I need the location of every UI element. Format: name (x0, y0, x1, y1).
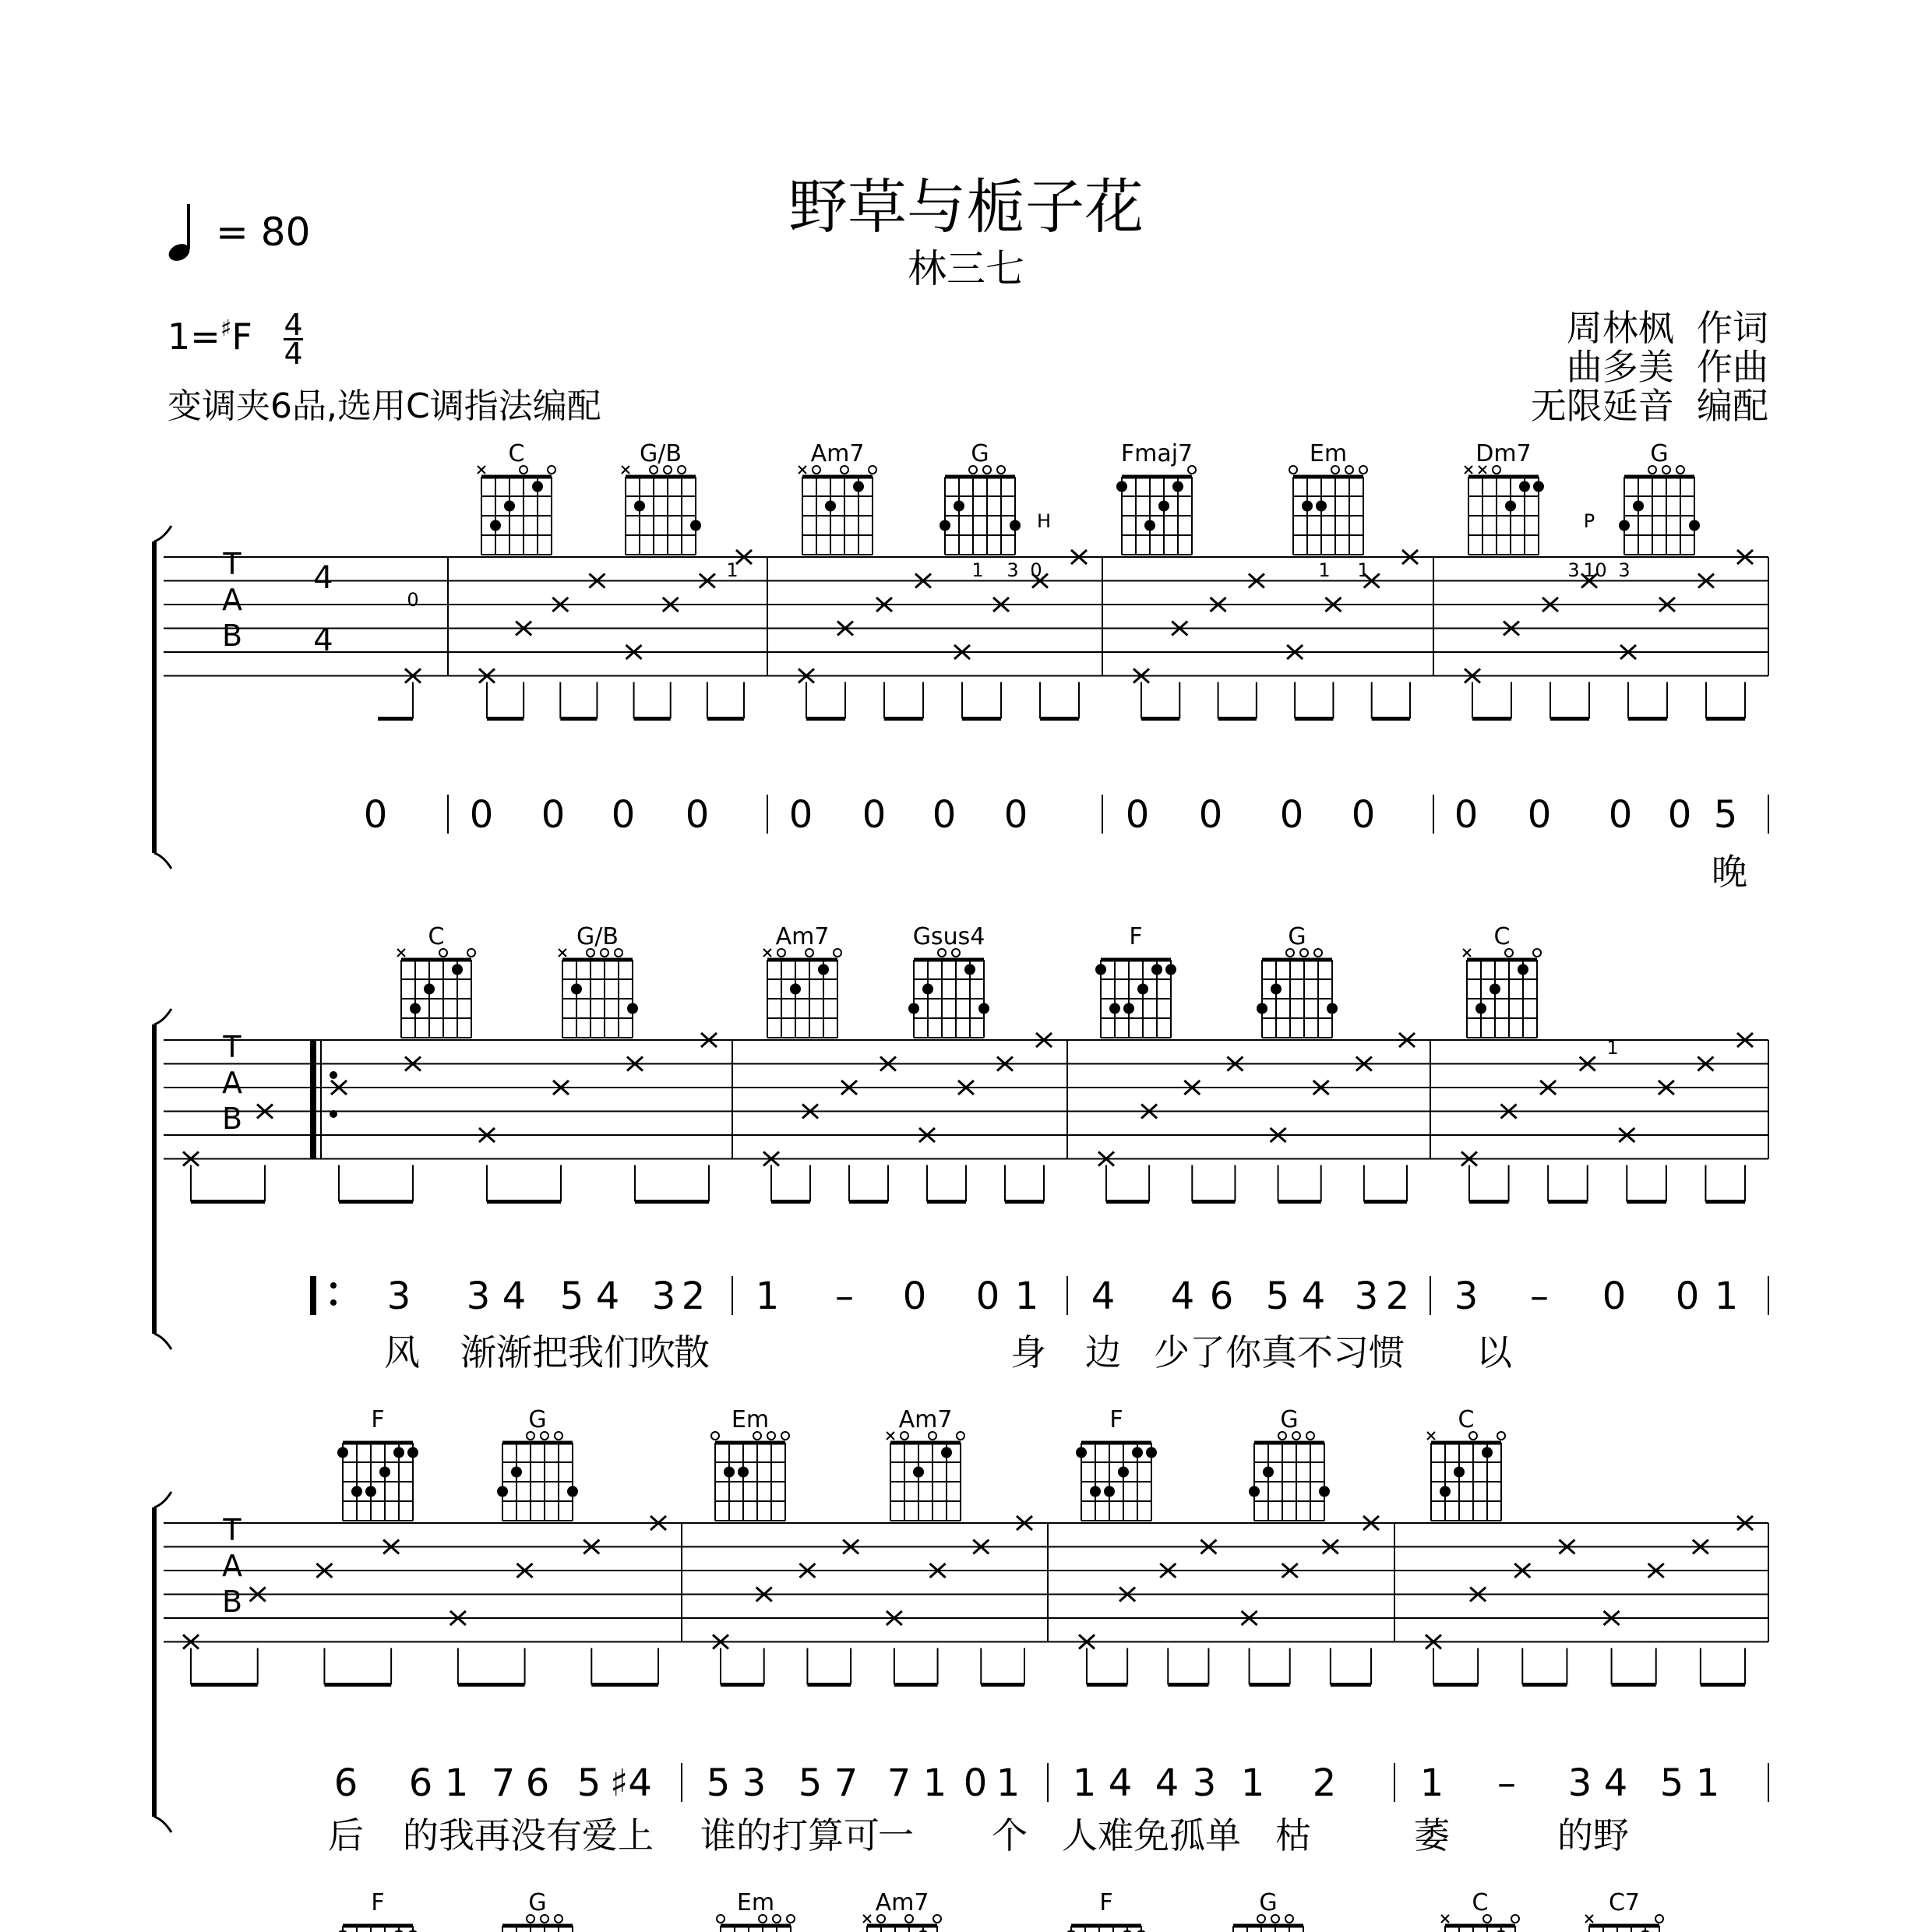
chord-finger-dot (1257, 1003, 1267, 1014)
numbered-note: – (1497, 1761, 1516, 1805)
tab-fret-number: H (1036, 510, 1052, 532)
numbered-note: 0 (963, 1761, 988, 1805)
tab-fret-number: 1 (971, 559, 984, 581)
open-string-mark (1511, 1915, 1519, 1923)
arranger-credit: 无限延音 编配 (1530, 385, 1768, 427)
chord-name: Gsus4 (912, 923, 985, 950)
lyric-char: 可 (844, 1814, 880, 1856)
numbered-note: – (1530, 1274, 1549, 1318)
chord-finger-dot (940, 520, 950, 531)
tab-clef-letter: B (221, 619, 243, 653)
chord-name: C (1493, 923, 1511, 950)
chord-name: Am7 (810, 440, 865, 467)
lyric-char: 的 (403, 1814, 439, 1856)
chord-finger-dot (365, 1486, 376, 1497)
chord-name: C (508, 440, 525, 467)
chord-finger-dot (1165, 964, 1176, 975)
chord-finger-dot (1104, 1486, 1115, 1497)
chord-finger-dot (941, 1447, 952, 1458)
numbered-note: 0 (1608, 793, 1633, 837)
tab-fret-number: 0 (1595, 559, 1607, 581)
chord-finger-dot (1151, 964, 1162, 975)
lyric-char: 枯 (1275, 1814, 1311, 1856)
chord-finger-dot (1482, 1447, 1493, 1458)
numbered-note: 3 (386, 1274, 411, 1318)
chord-finger-dot (1475, 1003, 1486, 1014)
lyric-char: 晚 (1712, 851, 1747, 893)
tab-clef-letter: A (222, 583, 242, 617)
bracket-curl-top (154, 1009, 171, 1024)
chord-finger-dot (1090, 1486, 1101, 1497)
tab-fret-number: 3 (1567, 559, 1580, 581)
chord-finger-dot (1519, 481, 1530, 492)
open-string-mark (717, 1915, 724, 1923)
numbered-note: 4 (1170, 1274, 1195, 1318)
numbered-note: 6 (333, 1761, 358, 1805)
repeat-dot (330, 1071, 337, 1079)
chord-finger-dot (567, 1486, 578, 1497)
tab-fret-number: 1 (1606, 1037, 1619, 1059)
chord-finger-dot (1689, 520, 1700, 531)
chord-name: G/B (576, 923, 619, 950)
key-prefix: 1= (167, 316, 220, 358)
tab-fret-number: 1 (726, 559, 739, 581)
chord-finger-dot (1144, 520, 1155, 531)
numbered-repeat-dot (330, 1282, 337, 1289)
numbered-note: 3 (742, 1761, 767, 1805)
chord-finger-dot (490, 520, 501, 531)
bracket-curl-bottom (154, 1817, 171, 1832)
chord-finger-dot (1172, 481, 1183, 492)
numbered-note: 1 (1695, 1761, 1720, 1805)
chord-name: F (1129, 923, 1143, 950)
lyric-char: 们 (604, 1331, 640, 1373)
tab-time-top: 4 (313, 560, 333, 596)
chord-finger-dot (1249, 1486, 1260, 1497)
chord-finger-dot (1118, 1467, 1129, 1478)
lyric-char: 的 (1557, 1814, 1593, 1856)
chord-name: F (1099, 1889, 1113, 1916)
numbered-repeat-dot (330, 1299, 337, 1306)
numbered-note: 3 (466, 1274, 491, 1318)
chord-finger-dot (532, 481, 543, 492)
chord-name: C7 (1608, 1889, 1641, 1916)
lyric-char: 习 (1333, 1331, 1369, 1373)
chord-finger-dot (964, 964, 975, 975)
numbered-note: ♯4 (610, 1761, 652, 1805)
chord-finger-dot (634, 501, 645, 512)
numbered-note: 7 (887, 1761, 911, 1805)
numbered-note: 3 (1567, 1761, 1592, 1805)
numbered-note: 3 (1354, 1274, 1379, 1318)
tab-clef-letter: A (222, 1549, 242, 1583)
lyric-char: 上 (618, 1814, 654, 1856)
tab-clef-letter: B (221, 1102, 243, 1136)
tab-fret-number: P (1583, 510, 1595, 532)
key-accidental: ♯ (220, 315, 232, 343)
numbered-note: 0 (1602, 1274, 1627, 1318)
tab-fret-number: 1 (1357, 559, 1370, 581)
open-string-mark (1497, 1432, 1505, 1440)
open-string-mark (1285, 1915, 1293, 1923)
chord-name: G (971, 440, 989, 467)
time-signature-top: 4 (284, 308, 303, 342)
chord-finger-dot (1619, 520, 1630, 531)
lyric-char: 风 (384, 1331, 420, 1373)
lyric-char: 不 (1297, 1331, 1333, 1373)
capo-note: 变调夹6品,选用C调指法编配 (167, 386, 601, 426)
chord-finger-dot (1146, 1447, 1157, 1458)
chord-name: Em (731, 1406, 770, 1433)
chord-finger-dot (913, 1467, 924, 1478)
numbered-note: 1 (755, 1274, 780, 1318)
chord-finger-dot (978, 1003, 989, 1014)
numbered-note: 0 (932, 793, 957, 837)
lyric-char: 后 (328, 1814, 364, 1856)
numbered-note: 4 (1108, 1761, 1133, 1805)
chord-finger-dot (1271, 984, 1282, 995)
chord-name: Em (1309, 440, 1348, 467)
chord-name: Fmaj7 (1120, 440, 1193, 467)
chord-finger-dot (954, 501, 964, 512)
open-string-mark (767, 1432, 775, 1440)
lyric-char: 吹 (640, 1331, 675, 1373)
lyric-char: 孤 (1169, 1814, 1205, 1856)
numbered-note: 3 (651, 1274, 676, 1318)
open-string-mark (555, 1432, 562, 1440)
lyricist-credit: 周林枫 作词 (1566, 307, 1768, 349)
tab-fret-number: 3 (1007, 559, 1019, 581)
chord-finger-dot (1490, 984, 1500, 995)
open-string-mark (787, 1915, 795, 1923)
open-string-mark (781, 1432, 789, 1440)
chord-finger-dot (1316, 501, 1327, 512)
numbered-note: 4 (1603, 1761, 1628, 1805)
chord-name: Am7 (775, 923, 830, 950)
chord-finger-dot (1440, 1486, 1451, 1497)
lyric-char: 真 (1261, 1331, 1297, 1373)
lyric-char: 我 (568, 1331, 604, 1373)
open-string-mark (1289, 466, 1297, 474)
chord-finger-dot (1010, 520, 1021, 531)
chord-name: G (528, 1406, 547, 1433)
numbered-note: 7 (834, 1761, 858, 1805)
lyric-char: 再 (474, 1814, 510, 1856)
tab-clef-letter: T (223, 547, 242, 581)
open-string-mark (773, 1915, 781, 1923)
numbered-note: 3 (1192, 1761, 1217, 1805)
chord-name: C (1458, 1406, 1475, 1433)
chord-name: Am7 (875, 1889, 929, 1916)
lyric-char: 有 (546, 1814, 582, 1856)
chord-finger-dot (908, 1003, 919, 1014)
open-string-mark (711, 1432, 719, 1440)
chord-name: G (1650, 440, 1669, 467)
numbered-note: 0 (788, 793, 813, 837)
chord-finger-dot (1076, 1447, 1087, 1458)
chord-name: G (1288, 923, 1306, 950)
chord-name: C (428, 923, 445, 950)
numbered-note: 0 (469, 793, 494, 837)
key-note: F (231, 316, 252, 358)
lyric-char: 我 (439, 1814, 474, 1856)
numbered-note: 1 (1072, 1761, 1097, 1805)
chord-finger-dot (825, 501, 836, 512)
tab-fret-number: 3 (1618, 559, 1631, 581)
lyric-char: 少 (1154, 1331, 1190, 1373)
numbered-note: 4 (1091, 1274, 1116, 1318)
open-string-mark (834, 949, 841, 957)
numbered-note: 1 (444, 1761, 469, 1805)
lyric-char: 了 (1190, 1331, 1225, 1373)
open-string-mark (933, 1915, 941, 1923)
numbered-note: 4 (595, 1274, 620, 1318)
numbered-note: 1 (1714, 1274, 1739, 1318)
bracket-curl-top (154, 1492, 171, 1507)
tab-fret-number: 1 (1583, 559, 1595, 581)
lyric-char: 野 (1593, 1814, 1629, 1856)
lyric-char: 边 (1085, 1331, 1121, 1373)
tab-time-bottom: 4 (313, 622, 333, 658)
chord-finger-dot (738, 1467, 749, 1478)
tab-clef-letter: T (223, 1513, 242, 1547)
numbered-note: 0 (1667, 793, 1692, 837)
chord-name: G (1259, 1889, 1278, 1916)
chord-finger-dot (1327, 1003, 1338, 1014)
open-string-mark (1359, 466, 1367, 474)
chord-finger-dot (1533, 481, 1544, 492)
chord-name: G (528, 1889, 547, 1916)
chord-finger-dot (1518, 964, 1528, 975)
numbered-note: 0 (363, 793, 388, 837)
lyric-char: 人 (1062, 1814, 1098, 1856)
chord-finger-dot (337, 1447, 348, 1458)
numbered-note: 5 (1265, 1274, 1290, 1318)
numbered-note: 6 (525, 1761, 550, 1805)
numbered-note: 1 (996, 1761, 1021, 1805)
numbered-note: 0 (1527, 793, 1552, 837)
lyric-char: 免 (1133, 1814, 1169, 1856)
chord-name: Am7 (898, 1406, 953, 1433)
lyric-char: 你 (1225, 1331, 1261, 1373)
numbered-note: 5 (1713, 793, 1738, 837)
chord-finger-dot (627, 1003, 638, 1014)
lyric-char: 单 (1205, 1814, 1241, 1856)
chord-finger-dot (379, 1467, 390, 1478)
lyric-char: 惯 (1369, 1331, 1405, 1373)
lyric-char: 渐 (460, 1331, 496, 1373)
numbered-note: 6 (1209, 1274, 1234, 1318)
open-string-mark (467, 949, 475, 957)
chord-finger-dot (818, 964, 829, 975)
tab-clef-letter: T (223, 1030, 242, 1064)
open-string-mark (548, 466, 555, 474)
numbered-note: 0 (1198, 793, 1223, 837)
chord-name: F (371, 1889, 385, 1916)
numbered-note: 5 (576, 1761, 601, 1805)
numbered-note: 6 (408, 1761, 433, 1805)
numbered-note: – (835, 1274, 854, 1318)
lyric-char: 身 (1010, 1331, 1046, 1373)
chord-name: F (371, 1406, 385, 1433)
numbered-note: 2 (1385, 1274, 1410, 1318)
lyric-char: 萎 (1414, 1814, 1450, 1856)
numbered-note: 4 (502, 1274, 527, 1318)
chord-finger-dot (1158, 501, 1169, 512)
numbered-note: 0 (541, 793, 566, 837)
open-string-mark (1345, 466, 1353, 474)
chord-finger-dot (504, 501, 515, 512)
chord-finger-dot (424, 984, 435, 995)
chord-name: Em (736, 1889, 775, 1916)
tab-clef-letter: B (221, 1585, 243, 1619)
chord-finger-dot (497, 1486, 508, 1497)
numbered-note: 7 (491, 1761, 516, 1805)
numbered-note: 0 (1279, 793, 1304, 837)
numbered-note: 1 (1240, 1761, 1265, 1805)
repeat-dot (330, 1110, 337, 1118)
chord-finger-dot (790, 984, 801, 995)
numbered-note: 4 (1155, 1761, 1179, 1805)
chord-finger-dot (1454, 1467, 1465, 1478)
lyric-char: 难 (1098, 1814, 1133, 1856)
chord-finger-dot (1132, 1447, 1143, 1458)
numbered-note: 2 (1312, 1761, 1337, 1805)
tab-fret-number: 0 (1030, 559, 1042, 581)
lyric-char: 一 (878, 1814, 914, 1856)
chord-finger-dot (1137, 984, 1148, 995)
numbered-note: 4 (1301, 1274, 1326, 1318)
open-string-mark (555, 1915, 562, 1923)
numbered-note: 5 (559, 1274, 584, 1318)
chord-finger-dot (1302, 501, 1313, 512)
chord-finger-dot (1633, 501, 1644, 512)
open-string-mark (957, 1432, 964, 1440)
chord-finger-dot (410, 1003, 421, 1014)
chord-name: F (1109, 1406, 1123, 1433)
numbered-note: 5 (706, 1761, 731, 1805)
lyric-char: 爱 (582, 1814, 618, 1856)
tab-fret-number: 1 (1318, 559, 1331, 581)
song-title: 野草与栀子花 (788, 172, 1144, 242)
numbered-note: 0 (902, 1274, 927, 1318)
chord-finger-dot (690, 520, 701, 531)
open-string-mark (1676, 466, 1684, 474)
song-artist: 林三七 (908, 246, 1024, 291)
bracket-curl-bottom (154, 853, 171, 869)
chord-finger-dot (1123, 1003, 1134, 1014)
chord-finger-dot (393, 1447, 404, 1458)
tempo-value: = 80 (216, 210, 311, 255)
chord-finger-dot (571, 984, 582, 995)
numbered-note: 3 (1454, 1274, 1479, 1318)
numbered-note: 0 (1125, 793, 1150, 837)
open-string-mark (1306, 1432, 1314, 1440)
chord-finger-dot (1263, 1467, 1274, 1478)
lyric-char: 算 (808, 1814, 844, 1856)
open-string-mark (1533, 949, 1541, 957)
tab-clef-letter: A (222, 1066, 242, 1100)
chord-finger-dot (407, 1447, 418, 1458)
lyric-char: 把 (532, 1331, 568, 1373)
numbered-note: 0 (1675, 1274, 1700, 1318)
lyric-char: 散 (674, 1331, 710, 1373)
chord-finger-dot (1095, 964, 1106, 975)
chord-finger-dot (1109, 1003, 1120, 1014)
chord-finger-dot (1319, 1486, 1330, 1497)
lyric-char: 个 (992, 1814, 1028, 1856)
numbered-note: 1 (1014, 1274, 1039, 1318)
numbered-note: 1 (1419, 1761, 1444, 1805)
chord-name: G/B (640, 440, 682, 467)
chord-finger-dot (1116, 481, 1127, 492)
chord-finger-dot (511, 1467, 522, 1478)
bracket-curl-top (154, 526, 171, 541)
lyric-char: 打 (772, 1814, 808, 1856)
open-string-mark (1655, 1915, 1663, 1923)
lyric-char: 没 (510, 1814, 546, 1856)
lyric-char: 的 (736, 1814, 772, 1856)
open-string-mark (678, 466, 686, 474)
chord-name: C (1472, 1889, 1489, 1916)
numbered-note: 0 (1454, 793, 1479, 837)
lyric-char: 以 (1476, 1331, 1512, 1373)
chord-finger-dot (853, 481, 864, 492)
numbered-note: 2 (681, 1274, 706, 1318)
lyric-char: 谁 (700, 1814, 736, 1856)
chord-finger-dot (351, 1486, 362, 1497)
open-string-mark (615, 949, 622, 957)
chord-name: Dm7 (1475, 440, 1532, 467)
chord-name: G (1280, 1406, 1299, 1433)
tab-fret-number: 0 (407, 589, 419, 611)
numbered-note: 5 (798, 1761, 823, 1805)
bracket-curl-bottom (154, 1334, 171, 1349)
chord-finger-dot (452, 964, 463, 975)
chord-finger-dot (922, 984, 933, 995)
open-string-mark (997, 466, 1005, 474)
numbered-note: 5 (1659, 1761, 1684, 1805)
chord-finger-dot (724, 1467, 735, 1478)
open-string-mark (1314, 949, 1322, 957)
numbered-note: 0 (862, 793, 887, 837)
chord-finger-dot (1505, 501, 1516, 512)
lyric-char: 渐 (496, 1331, 532, 1373)
numbered-note: 1 (922, 1761, 947, 1805)
numbered-note: 0 (1351, 793, 1376, 837)
numbered-note: 0 (975, 1274, 1000, 1318)
composer-credit: 曲多美 作曲 (1566, 346, 1768, 388)
numbered-note: 0 (611, 793, 636, 837)
time-signature-bottom: 4 (284, 337, 303, 371)
numbered-note: 0 (685, 793, 710, 837)
numbered-note: 0 (1003, 793, 1028, 837)
open-string-mark (869, 466, 876, 474)
